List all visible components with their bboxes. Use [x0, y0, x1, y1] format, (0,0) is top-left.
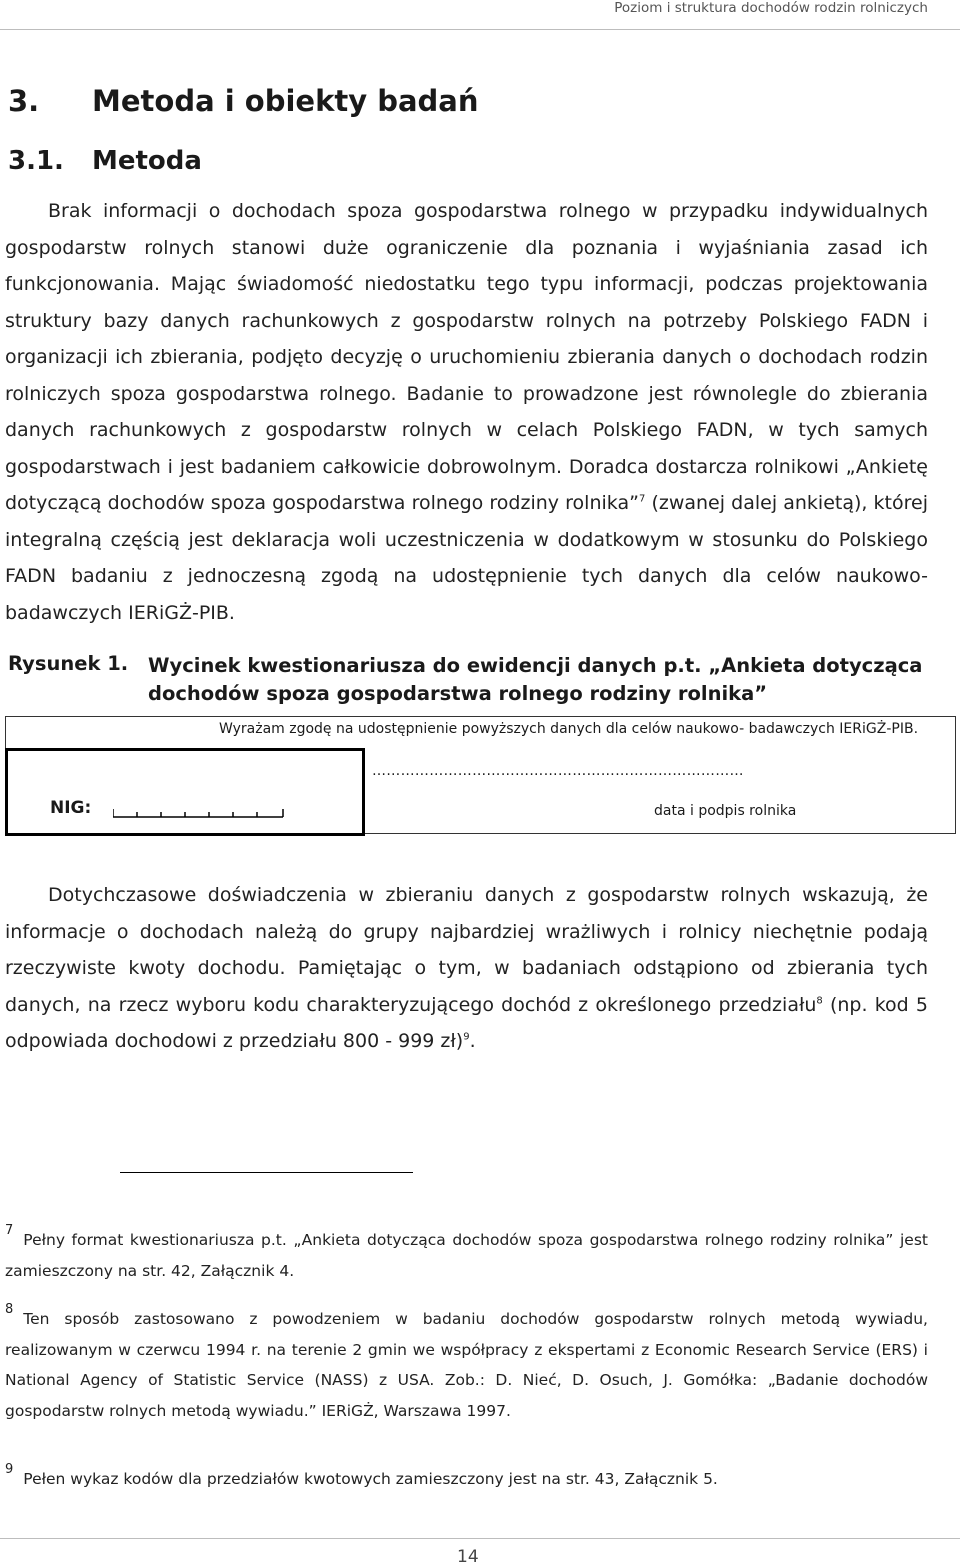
- consent-statement: Wyrażam zgodę na udostępnienie powyższych danych dla celów naukowo- badawczych IERiGŻ-PIB.: [219, 721, 919, 737]
- footnote-number: 9: [5, 1462, 14, 1477]
- footnote-ref-9[interactable]: 9: [463, 1031, 470, 1043]
- paragraph-method-text: [5, 193, 928, 631]
- footnote-text: Ten sposób zastosowano z powodzeniem w badaniu dochodów gospodarstw rolnych metodą wywiadu, realizowanym w czerwcu 1994 r. na terenie 2 gmin we współpracy z ekspertami z Economic Research Service (ERS) i National Agency of Statistic Service (NASS) z USA. Zob.: D. Nieć, D. Osuch, J. Gomółka: „Badanie dochodów gospodarstw rolnych metodą wywiadu.” IERiGŻ, Warszawa 1997.: [5, 1310, 928, 1420]
- paragraph-method: [5, 193, 928, 631]
- paragraph-income-codes-part1: Dotychczasowe doświadczenia w zbieraniu danych z gospodarstw rolnych wskazują, że informacje o dochodach należą do grupy najbardziej wrażliwych i rolnicy niechętnie podają rzeczywiste kwoty dochodu. Pamiętając o tym, w badaniach odstąpiono od zbierania tych danych, na rzecz wyboru kodu charakteryzującego dochód z określonego przedziału: [5, 884, 928, 1016]
- footnote-separator: [120, 1172, 413, 1173]
- running-header: Poziom i struktura dochodów rodzin rolniczych: [614, 0, 928, 16]
- paragraph-income-codes: [5, 877, 928, 1060]
- paragraph-method-part1: Brak informacji o dochodach spoza gospodarstwa rolnego w przypadku indywidualnych gospodarstw rolnych stanowi duże ograniczenie dla poznania i wyjaśniania zasad ich funkcjonowania. Mając świadomość niedostatku tego typu informacji, podczas projektowania struktury bazy danych rachunkowych z gospodarstw rolnych na potrzeby Polskiego FADN i organizacji ich zbierania, podjęto decyzję o uruchomieniu zbierania danych o dochodach rodzin rolniczych spoza gospodarstwa rolnego. Badanie to prowadzone jest równolegle do zbierania danych rachunkowych z gospodarstw rolnych w celach Polskiego FADN, w tych samych gospodarstwach i jest badaniem całkowicie dobrowolnym. Doradca dostarcza rolnikowi „Ankietę dotyczącą dochodów spoza gospodarstwa rolnego rodziny rolnika”: [5, 200, 928, 514]
- subsection-title: Metoda: [92, 146, 202, 176]
- paragraph-income-codes-part3: .: [469, 1030, 476, 1052]
- footnote-7: [5, 1216, 928, 1286]
- subsection-number: 3.1.: [8, 146, 64, 176]
- nig-digit-ticks: [113, 805, 285, 819]
- nig-digit-boxes: [113, 804, 285, 823]
- footer-divider: [0, 1538, 960, 1539]
- paragraph-method-part2: (zwanej dalej ankietą), której integralną częścią jest deklaracja woli uczestniczenia w dodatkowym w stosunku do Polskiego FADN badaniu z jednoczesną zgodą na udostępnienie tych danych dla celów naukowo-badawczych IERiGŻ-PIB.: [5, 492, 928, 624]
- section-title: Metoda i obiekty badań: [92, 84, 479, 118]
- nig-label: NIG:: [50, 798, 92, 818]
- subsection-heading: [8, 146, 202, 176]
- header-divider: [0, 29, 960, 30]
- figure-label: Rysunek 1.: [8, 652, 129, 675]
- footnote-number: 7: [5, 1223, 14, 1238]
- paragraph-income-codes-part2: (np. kod 5 odpowiada dochodowi z przedziału 800 - 999 zł): [5, 993, 928, 1052]
- footnote-ref-8[interactable]: 8: [816, 995, 823, 1007]
- figure-title: Wycinek kwestionariusza do ewidencji danych p.t. „Ankieta dotycząca dochodów spoza gospodarstwa rolnego rodziny rolnika”: [148, 654, 923, 705]
- paragraph-income-codes-text: [5, 877, 928, 1060]
- section-number: 3.: [8, 84, 40, 118]
- section-heading: [8, 84, 479, 118]
- signature-caption: data i podpis rolnika: [654, 803, 797, 819]
- footnote-9: [5, 1455, 928, 1495]
- signature-line: ……………………………………………………………………: [372, 763, 744, 779]
- footnote-ref-7[interactable]: 7: [638, 493, 646, 505]
- footnote-text: Pełen wykaz kodów dla przedziałów kwotowych zamieszczony jest na str. 43, Załącznik 5.: [23, 1470, 718, 1488]
- footnote-text: Pełny format kwestionariusza p.t. „Ankieta dotycząca dochodów spoza gospodarstwa rolnego rodziny rolnika” jest zamieszczony na str. 42, Załącznik 4.: [5, 1231, 928, 1280]
- footnote-number: 8: [5, 1302, 14, 1317]
- footnote-8: [5, 1295, 928, 1426]
- page-number: 14: [457, 1547, 479, 1567]
